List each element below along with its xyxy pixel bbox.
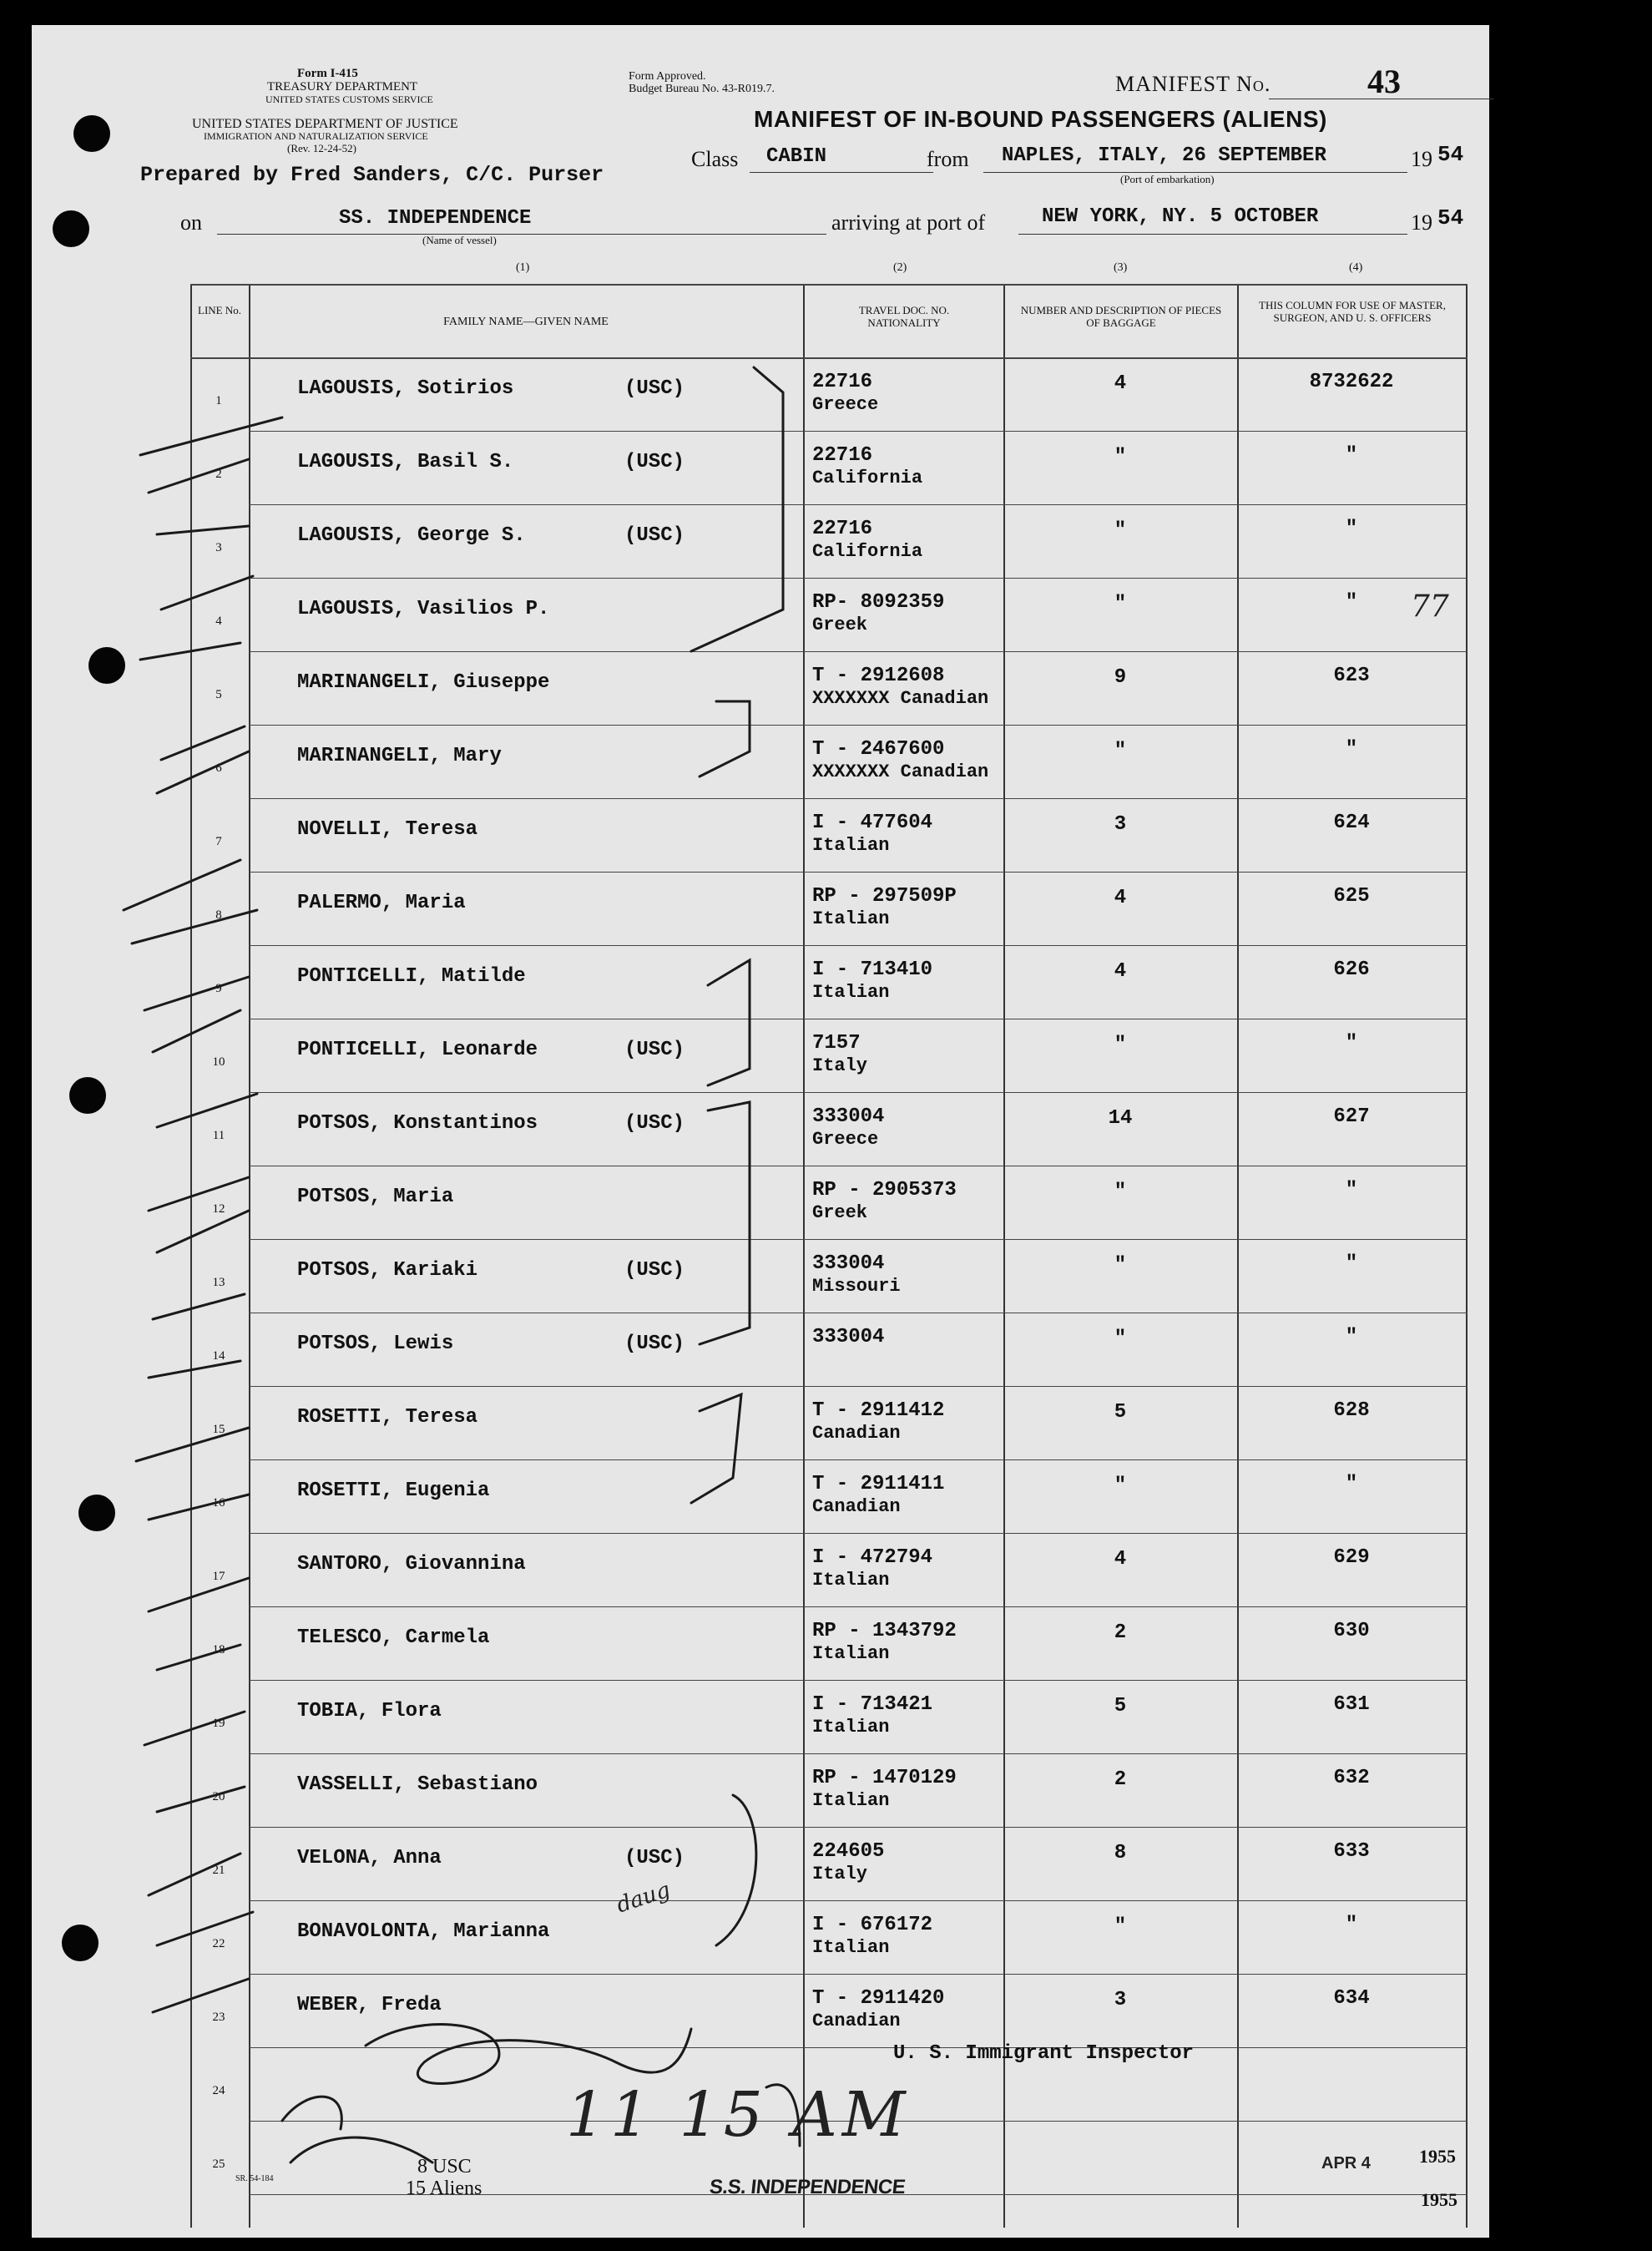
year-prefix: 19 <box>1411 210 1432 235</box>
baggage-count: 8 <box>1114 1842 1127 1864</box>
arrival-value: NEW YORK, NY. 5 OCTOBER <box>1042 205 1319 228</box>
baggage-count: 2 <box>1114 1621 1127 1644</box>
officer-use: 634 <box>1333 1987 1370 2010</box>
form-code: SR. 54-184 <box>235 2174 274 2183</box>
travel-doc-number: RP - 1343792 <box>812 1620 957 1642</box>
passenger-name: NOVELLI, Teresa <box>297 818 478 841</box>
baggage-count: 4 <box>1114 1548 1127 1571</box>
row4-note: 77 <box>1411 589 1449 624</box>
nationality: Italian <box>812 1937 890 1958</box>
passenger-name: MARINANGELI, Giuseppe <box>297 671 550 694</box>
line-number: 11 <box>212 1129 225 1142</box>
baggage-count: " <box>1114 1254 1127 1277</box>
line-number: 23 <box>212 2011 225 2024</box>
baggage-count: " <box>1114 1915 1127 1938</box>
passenger-name: POTSOS, Kariaki <box>297 1259 478 1282</box>
usc-flag: (USC) <box>624 1847 685 1869</box>
date-stamp-month: APR 4 <box>1321 2154 1371 2173</box>
travel-doc-number: I - 676172 <box>812 1914 933 1936</box>
travel-doc-number: 224605 <box>812 1840 885 1863</box>
passenger-name: LAGOUSIS, Sotirios <box>297 377 514 400</box>
header-line-no: LINE No. <box>198 304 241 316</box>
nationality: Italian <box>812 982 890 1003</box>
treasury-dept: TREASURY DEPARTMENT <box>267 80 418 94</box>
header-name: FAMILY NAME—GIVEN NAME <box>443 316 609 328</box>
embarkation-value: NAPLES, ITALY, 26 SEPTEMBER <box>1002 144 1326 167</box>
year-value: 54 <box>1437 205 1464 230</box>
travel-doc-number: T - 2911412 <box>812 1399 945 1422</box>
col-number: (3) <box>1114 261 1128 274</box>
form-approved: Form Approved. <box>629 70 706 83</box>
officer-use: " <box>1345 1252 1358 1275</box>
passenger-name: VELONA, Anna <box>297 1847 442 1869</box>
nationality: Italian <box>812 1717 890 1738</box>
date-stamp-year: 1955 <box>1421 2189 1457 2210</box>
line-number: 9 <box>215 982 222 995</box>
baggage-count: 4 <box>1114 372 1127 395</box>
passenger-name: MARINANGELI, Mary <box>297 745 502 767</box>
line-number: 6 <box>215 761 222 775</box>
passenger-name: VASSELLI, Sebastiano <box>297 1773 538 1796</box>
ins-service: IMMIGRATION AND NATURALIZATION SERVICE <box>204 130 428 142</box>
baggage-count: " <box>1114 740 1127 762</box>
officer-use: 630 <box>1333 1620 1370 1642</box>
officer-use: " <box>1345 1326 1358 1348</box>
ship-stamp: S.S. INDEPENDENCE <box>708 2176 907 2198</box>
travel-doc-number: 22716 <box>812 371 873 393</box>
col-number: (4) <box>1349 261 1363 274</box>
nationality: Italy <box>812 1864 868 1884</box>
nationality: Italian <box>812 908 890 929</box>
travel-doc-number: I - 713421 <box>812 1693 933 1716</box>
passenger-name: ROSETTI, Teresa <box>297 1406 478 1429</box>
baggage-count: " <box>1114 446 1127 468</box>
travel-doc-number: 22716 <box>812 518 873 540</box>
officer-use: 623 <box>1333 665 1370 687</box>
usc-flag: (USC) <box>624 1333 685 1355</box>
usc-flag: (USC) <box>624 1112 685 1135</box>
travel-doc-number: RP - 2905373 <box>812 1179 957 1201</box>
baggage-count: " <box>1114 1181 1127 1203</box>
travel-doc-number: RP - 1470129 <box>812 1767 957 1789</box>
line-number: 14 <box>212 1349 225 1363</box>
line-number: 3 <box>215 541 222 554</box>
line-number: 15 <box>212 1423 225 1436</box>
passenger-name: TELESCO, Carmela <box>297 1626 490 1649</box>
nationality: Missouri <box>812 1276 901 1297</box>
header-officers: THIS COLUMN FOR USE OF MASTER, SURGEON, AND U. S. OFFICERS <box>1259 299 1446 324</box>
nationality: Italian <box>812 835 890 856</box>
nationality: Canadian <box>812 1496 901 1517</box>
officer-use: 8732622 <box>1309 371 1394 393</box>
baggage-count: " <box>1114 1475 1127 1497</box>
usc-flag: (USC) <box>624 1039 685 1061</box>
travel-doc-number: I - 477604 <box>812 812 933 834</box>
passenger-name: WEBER, Freda <box>297 1994 442 2016</box>
baggage-count: 4 <box>1114 960 1127 983</box>
arriving-label: arriving at port of <box>831 210 986 235</box>
header-baggage: NUMBER AND DESCRIPTION OF PIECES OF BAGGAGE <box>1020 304 1222 329</box>
officer-use: " <box>1345 1179 1358 1201</box>
travel-doc-number: I - 713410 <box>812 959 933 981</box>
nationality: Greece <box>812 394 879 415</box>
line-number: 12 <box>212 1202 225 1216</box>
officer-use: 631 <box>1333 1693 1370 1716</box>
line-number: 20 <box>212 1790 225 1803</box>
line-number: 17 <box>212 1570 225 1583</box>
passenger-name: POTSOS, Lewis <box>297 1333 454 1355</box>
usc-flag: (USC) <box>624 1259 685 1282</box>
nationality: Italian <box>812 1643 890 1664</box>
officer-use: 628 <box>1333 1399 1370 1422</box>
officer-use: 624 <box>1333 812 1370 834</box>
officer-use: " <box>1345 738 1358 761</box>
travel-doc-number: T - 2467600 <box>812 738 945 761</box>
revision-date: (Rev. 12-24-52) <box>287 142 356 154</box>
nationality: California <box>812 541 923 562</box>
col-number: (1) <box>516 261 530 274</box>
line-number: 21 <box>212 1864 225 1877</box>
year-value: 54 <box>1437 142 1464 167</box>
officer-use: 627 <box>1333 1105 1370 1128</box>
nationality: Canadian <box>812 2011 901 2031</box>
line-number: 18 <box>212 1643 225 1657</box>
baggage-count: " <box>1114 1328 1127 1350</box>
passenger-name: LAGOUSIS, Basil S. <box>297 451 514 473</box>
manifest-title: MANIFEST OF IN-BOUND PASSENGERS (ALIENS) <box>754 106 1327 132</box>
nationality: Greek <box>812 615 868 635</box>
manifest-number: 43 <box>1367 63 1401 100</box>
nationality: California <box>812 468 923 488</box>
baggage-count: 3 <box>1114 1989 1127 2011</box>
manifest-label: MANIFEST No. <box>1115 72 1271 96</box>
nationality: XXXXXXX Canadian <box>812 761 989 782</box>
officer-use: 626 <box>1333 959 1370 981</box>
travel-doc-number: RP - 297509P <box>812 885 957 908</box>
travel-doc-number: 333004 <box>812 1252 885 1275</box>
usc-count: 8 USC <box>417 2156 472 2178</box>
passenger-name: POTSOS, Maria <box>297 1186 454 1208</box>
baggage-count: 9 <box>1114 666 1127 689</box>
officer-use: " <box>1345 1032 1358 1055</box>
col-number: (2) <box>893 261 907 274</box>
line-number: 19 <box>212 1717 225 1730</box>
nationality: XXXXXXX Canadian <box>812 688 989 709</box>
usc-flag: (USC) <box>624 524 685 547</box>
justice-dept: UNITED STATES DEPARTMENT OF JUSTICE <box>192 117 458 131</box>
passenger-name: LAGOUSIS, Vasilios P. <box>297 598 550 620</box>
passenger-name: PALERMO, Maria <box>297 892 466 914</box>
from-label: from <box>927 147 969 171</box>
nationality: Greek <box>812 1202 868 1223</box>
line-number: 2 <box>215 468 222 481</box>
officer-use: " <box>1345 591 1358 614</box>
line-number: 7 <box>215 835 222 848</box>
travel-doc-number: I - 472794 <box>812 1546 933 1569</box>
pen-marks <box>32 25 1489 2238</box>
class-label: Class <box>691 147 739 171</box>
baggage-count: 3 <box>1114 813 1127 836</box>
line-number: 24 <box>212 2084 225 2097</box>
nationality: Canadian <box>812 1423 901 1444</box>
baggage-count: 5 <box>1114 1401 1127 1424</box>
officer-use: " <box>1345 518 1358 540</box>
manifest-sheet <box>32 25 1489 2238</box>
travel-doc-number: 333004 <box>812 1105 885 1128</box>
usc-flag: (USC) <box>624 377 685 400</box>
customs-service: UNITED STATES CUSTOMS SERVICE <box>265 94 433 105</box>
travel-doc-number: RP- 8092359 <box>812 591 945 614</box>
nationality: Italian <box>812 1790 890 1811</box>
passenger-name: LAGOUSIS, George S. <box>297 524 526 547</box>
budget-bureau: Budget Bureau No. 43-R019.7. <box>629 83 775 95</box>
usc-flag: (USC) <box>624 451 685 473</box>
baggage-count: 5 <box>1114 1695 1127 1717</box>
line-number: 10 <box>212 1055 225 1069</box>
travel-doc-number: T - 2911411 <box>812 1473 945 1495</box>
line-number: 25 <box>212 2157 225 2171</box>
inspector-label: U. S. Immigrant Inspector <box>893 2042 1195 2065</box>
baggage-count: 14 <box>1108 1107 1133 1130</box>
line-number: 16 <box>212 1496 225 1510</box>
travel-doc-number: 333004 <box>812 1326 885 1348</box>
travel-doc-number: 22716 <box>812 444 873 467</box>
passenger-name: BONAVOLONTA, Marianna <box>297 1920 550 1943</box>
travel-doc-number: 7157 <box>812 1032 861 1055</box>
passenger-name: PONTICELLI, Matilde <box>297 965 526 988</box>
form-number: Form I-415 <box>297 67 358 80</box>
port-caption: (Port of embarkation) <box>1120 173 1215 185</box>
officer-use: 632 <box>1333 1767 1370 1789</box>
on-label: on <box>180 210 202 235</box>
nationality: Greece <box>812 1129 879 1150</box>
line-number: 1 <box>215 394 222 407</box>
travel-doc-number: T - 2912608 <box>812 665 945 687</box>
vessel-name: SS. INDEPENDENCE <box>339 207 532 230</box>
vessel-caption: (Name of vessel) <box>422 234 497 246</box>
daughter-note: daug <box>613 1877 674 1919</box>
officer-use: 625 <box>1333 885 1370 908</box>
class-value: CABIN <box>766 145 827 168</box>
passenger-name: TOBIA, Flora <box>297 1700 442 1722</box>
prepared-by: Prepared by Fred Sanders, C/C. Purser <box>140 163 604 187</box>
line-number: 5 <box>215 688 222 701</box>
year-prefix: 19 <box>1411 147 1432 171</box>
travel-doc-number: T - 2911420 <box>812 1987 945 2010</box>
time-note: 11 15 AM <box>566 2079 911 2151</box>
officer-use: 633 <box>1333 1840 1370 1863</box>
aliens-count: 15 Aliens <box>406 2178 482 2199</box>
baggage-count: " <box>1114 519 1127 542</box>
baggage-count: " <box>1114 1034 1127 1056</box>
officer-use: 629 <box>1333 1546 1370 1569</box>
officer-use: " <box>1345 1914 1358 1936</box>
passenger-name: SANTORO, Giovannina <box>297 1553 526 1576</box>
line-number: 13 <box>212 1276 225 1289</box>
officer-use: " <box>1345 1473 1358 1495</box>
nationality: Italian <box>812 1570 890 1591</box>
line-number: 22 <box>212 1937 225 1950</box>
line-number: 4 <box>215 615 222 628</box>
passenger-name: ROSETTI, Eugenia <box>297 1480 490 1502</box>
passenger-name: PONTICELLI, Leonarde <box>297 1039 538 1061</box>
date-stamp-year: 1955 <box>1419 2146 1456 2167</box>
header-travel-doc: TRAVEL DOC. NO. NATIONALITY <box>858 304 950 329</box>
officer-use: " <box>1345 444 1358 467</box>
baggage-count: " <box>1114 593 1127 615</box>
nationality: Italy <box>812 1055 868 1076</box>
line-number: 8 <box>215 908 222 922</box>
passenger-name: POTSOS, Konstantinos <box>297 1112 538 1135</box>
baggage-count: 4 <box>1114 887 1127 909</box>
baggage-count: 2 <box>1114 1768 1127 1791</box>
